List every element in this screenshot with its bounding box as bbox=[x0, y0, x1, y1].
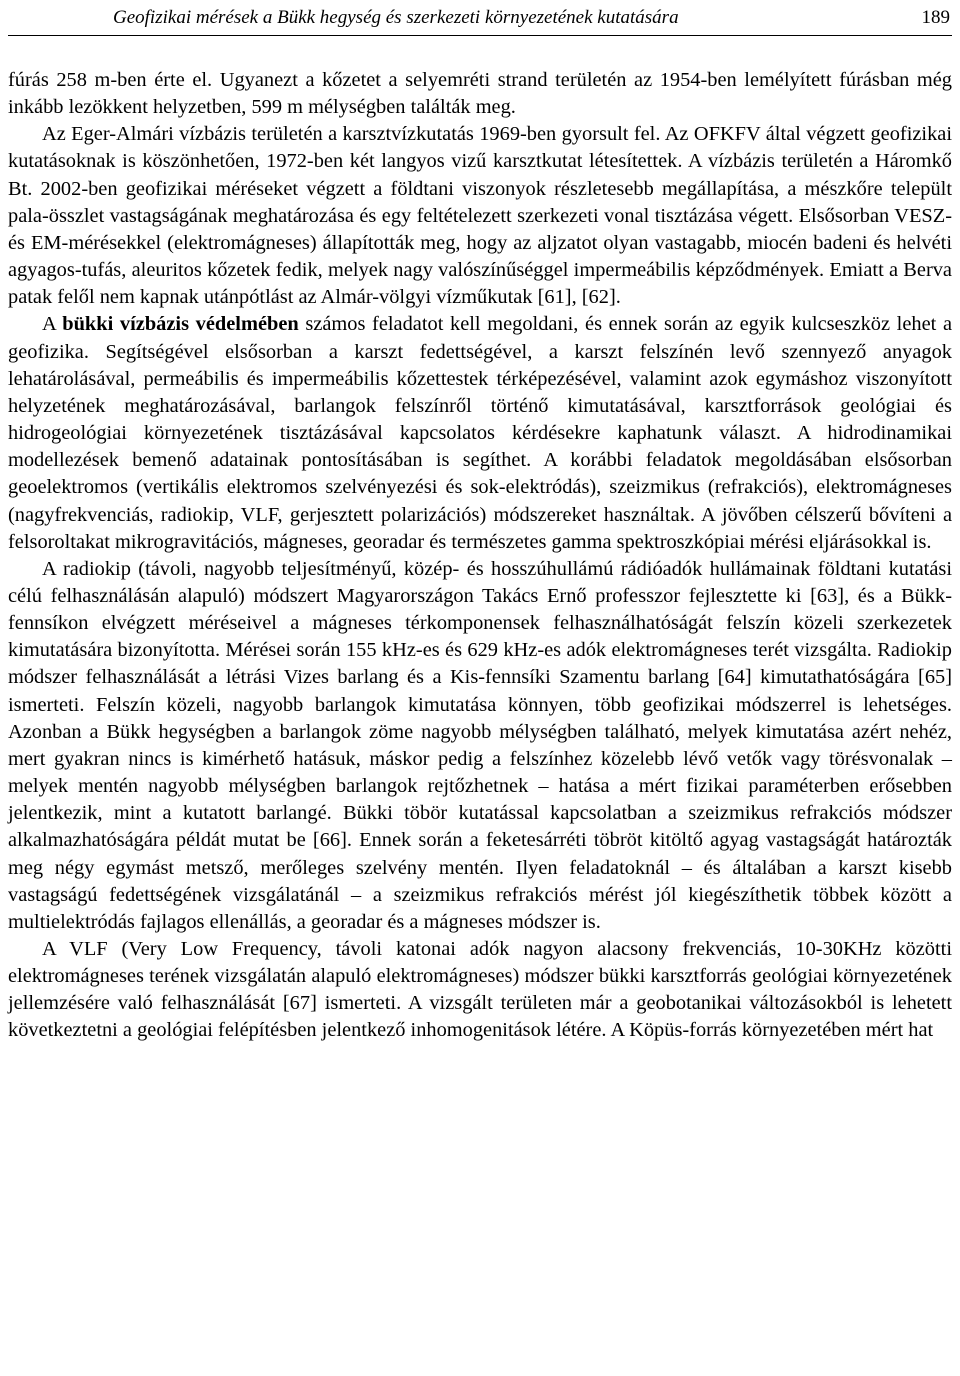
document-page bbox=[8, 0, 952, 1045]
bold-phrase: bükki vízbázis védelmében bbox=[62, 313, 299, 336]
paragraph-continued: fúrás 258 m-ben érte el. Ugyanezt a kőzetet a selyemréti strand területén az 1954-ben lemélyített fúrásban még inkább lezökkent helyzetben, 599 m mélységben találták meg. bbox=[8, 69, 952, 119]
page-number: 189 bbox=[921, 6, 950, 28]
paragraph-lead: A bbox=[42, 313, 63, 336]
paragraph-vlf: A VLF (Very Low Frequency, távoli katonai adók nagyon alacsony frekvenciás, 10-30KHz közötti elektromágneses terének vizsgálatán alapuló elektromágneses) módszer bükki karsztforrás geológiai környezetének jellemzésére való felhasználását [67] ismerteti. A vizsgált területen már a geobotanikai változásokból is lehetett következtetni a geológiai felépítésben jelentkező inhomogenitások létére. A Köpüs-forrás környezetében mért hat bbox=[8, 938, 952, 1042]
paragraph-rest: számos feladatot kell megoldani, és ennek során az egyik kulcseszköz lehet a geofizika. Segítségével elsősorban a karszt fedettségével, a karszt felszínén levő szennyező anyagok lehatárolásával, permeábilis és impermeábilis kőzettestek térképezésével, valamint azok egymáshoz viszonyított helyzetének meghatározásával, barlangok felszínről történő kimutatásával, karsztforrások geológiai és hidrogeológiai környezetének tisztázásával kapcsolatos kérdésekre kaphatunk választ. A hidrodinamikai modellezések bemenő adatainak pontosításában is segíthet. A korábbi feladatok megoldásában elsősorban geoelektromos (vertikális elektromos szelvényezési és sok-elektródás), szeizmikus (refrakciós), elektromágneses (nagyfrekvenciás, radiokip, VLF, gerjesztett polarizációs) módszereket használtak. A jövőben célszerű bővíteni a felsoroltakat mikrogravitációs, mágneses, georadar és természetes gamma spektroszkópiai mérési eljárásokkal is. bbox=[8, 313, 952, 553]
paragraph-bukk-water-protection bbox=[8, 311, 952, 555]
running-title: Geofizikai mérések a Bükk hegység és szerkezeti környezetének kutatására bbox=[113, 6, 679, 28]
body-text bbox=[8, 67, 952, 1045]
paragraph-radiokip: A radiokip (távoli, nagyobb teljesítményű, közép- és hosszúhullámú rádióadók hullámainak földtani kutatási célú felhasználásán alapuló) módszert Magyarországon Takács Ernő professzor fejlesztette ki [63], és a Bükk-fennsíkon elvégzett méréseivel a mágneses térkomponensek felhasználhatóságát felszín közeli szerkezetek kimutatására bizonyította. Mérései során 155 kHz-es és 629 kHz-es adók elektromágneses terét vizsgálta. Radiokip módszer felhasználását a létrási Vizes barlang és a Kis-fennsíki Szamentu barlang [64] kimutathatóságára [65] ismerteti. Felszín közeli, nagyobb barlangok kimutatása könnyen, több geofizikai módszerrel is lehetséges. Azonban a Bükk hegységben a barlangok zöme nagyobb mélységben található, melyek kimutatása azért nehéz, mert gyakran nincs is kimérhető hatásuk, máskor pedig a felszínhez közelebb lévő vetők vagy törésvonalak – melyek mentén nagyobb mélységben barlangok rejtőzhetnek – hatása a mért fizikai paraméterben erősebben jelentkezik, mint a kutatott barlangé. Bükki töbör kutatással kapcsolatban a szeizmikus refrakciós módszer alkalmazhatóságára példát mutat be [66]. Ennek során a feketesárréti töbröt kitöltő agyag vastagságát határozták meg négy egymást metsző, merőleges szelvény mentén. Ilyen feladatoknál – és általában a karszt kisebb vastagságú fedettségének vizsgálatánál – a szeizmikus refrakciós mérést jól kiegészíthetik többek között a multielektródás fajlagos ellenállás, a georadar és a mágneses módszer is. bbox=[8, 557, 952, 933]
running-header bbox=[8, 0, 952, 36]
paragraph-eger-almar: Az Eger-Almári vízbázis területén a karsztvízkutatás 1969-ben gyorsult fel. Az OFKFV által végzett geofizikai kutatásoknak is köszönhetően, 1972-ben két langyos vizű karsztkutat létesítettek. A vízbázis területén a Háromkő Bt. 2002-ben geofizikai méréseket végzett a földtani viszonyok részletesebb megállapítása, a mészkőre települt pala-összlet vastagságának meghatározása és egy feltételezett szerkezeti vonal tisztázása végett. Elsősorban VESZ- és EM-mérésekkel (elektromágneses) állapították meg, hogy az aljzatot olyan vastagabb, miocén badeni és helvéti agyagos-tufás, aleuritos kőzetek fedik, melyek nagy valószínűséggel impermeábilis képződmények. Emiatt a Berva patak felől nem kapnak utánpótlást az Almár-völgyi vízműkutak [61], [62]. bbox=[8, 123, 952, 309]
